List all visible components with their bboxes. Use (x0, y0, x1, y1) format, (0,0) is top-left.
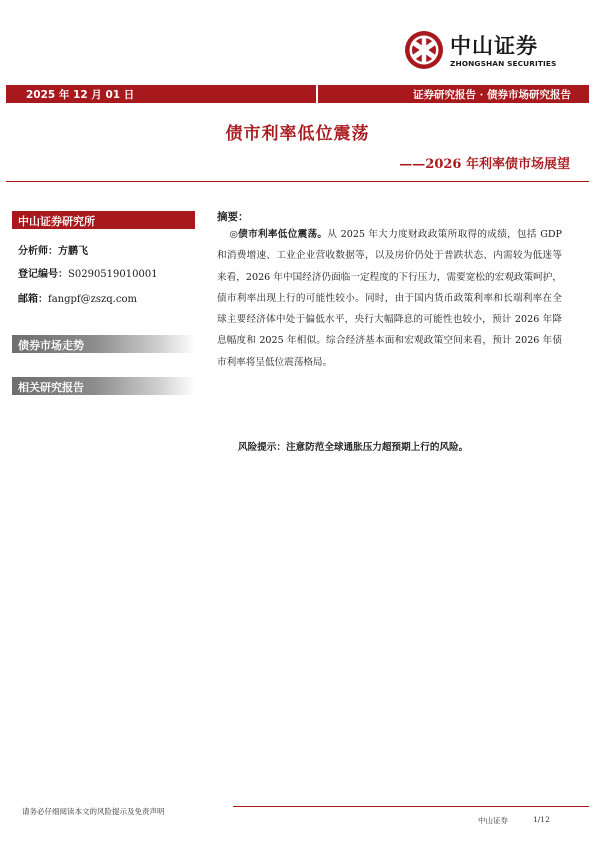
registration-line (18, 265, 158, 280)
title-divider (6, 181, 589, 182)
institute-name: 中山证券研究所 (18, 215, 95, 228)
analyst-label: 分析师： (18, 246, 58, 257)
page-number: 1/12 (533, 815, 550, 824)
registration-number: S0290519010001 (68, 269, 158, 280)
header-bar (6, 85, 589, 103)
report-title: 债市利率低位震荡 (225, 124, 370, 144)
report-date: 2025 年 12 月 01 日 (26, 89, 135, 101)
risk-warning: 风险提示：注意防范全球通胀压力超预期上行的风险。 (238, 442, 469, 453)
registration-label: 登记编号： (18, 269, 68, 280)
related-reports-section-header (12, 377, 195, 395)
analyst-name: 方鹏飞 (58, 246, 88, 257)
institute-header (12, 211, 195, 229)
analyst-line (18, 242, 88, 257)
abstract-point-title: ◎债市利率低位震荡。 (229, 229, 328, 240)
email-line (18, 290, 137, 305)
logo-emblem-icon (404, 30, 444, 70)
report-type: 证券研究报告 · 债券市场研究报告 (413, 89, 571, 101)
header-divider (316, 85, 318, 103)
logo-name-en: ZHONGSHAN SECURITIES (450, 59, 557, 68)
footer-company: 中山证券 (478, 816, 508, 825)
footer-disclaimer: 请务必仔细阅读本文的风险提示及免责声明 (22, 807, 165, 816)
bond-trend-section-title: 债券市场走势 (18, 339, 84, 352)
email-address[interactable]: fangpf@zszq.com (48, 294, 137, 305)
abstract-body (217, 224, 562, 373)
company-logo (404, 30, 572, 72)
logo-name-cn: 中山证券 (450, 34, 538, 58)
abstract-label: 摘要： (217, 211, 249, 223)
email-label: 邮箱： (18, 294, 48, 305)
report-subtitle: ——2026 年利率债市场展望 (399, 157, 570, 172)
related-reports-section-title: 相关研究报告 (18, 381, 84, 394)
footer-divider (233, 806, 589, 807)
bond-trend-section-header (12, 335, 195, 353)
abstract-point-body: 从 2025 年大力度财政政策所取得的成绩，包括 GDP 和消费增速、工业企业营收数据等，以及房价仍处于普跌状态、内需较为低迷等来看，2026 年中国经济仍面临一定程度的下行压力，需要宽松的宏观政策呵护，债市利率出现上行的可能性较小。同时，由于国内货币政策利率和长端利率在全球主要经济体中处于偏低水平，央行大幅降息的可能性也较小，预计 2026 年降息幅度和 2025 年相似。综合经济基本面和宏观政策空间来看，预计 2026 年债市利率将呈低位震荡格局。 (217, 229, 563, 368)
